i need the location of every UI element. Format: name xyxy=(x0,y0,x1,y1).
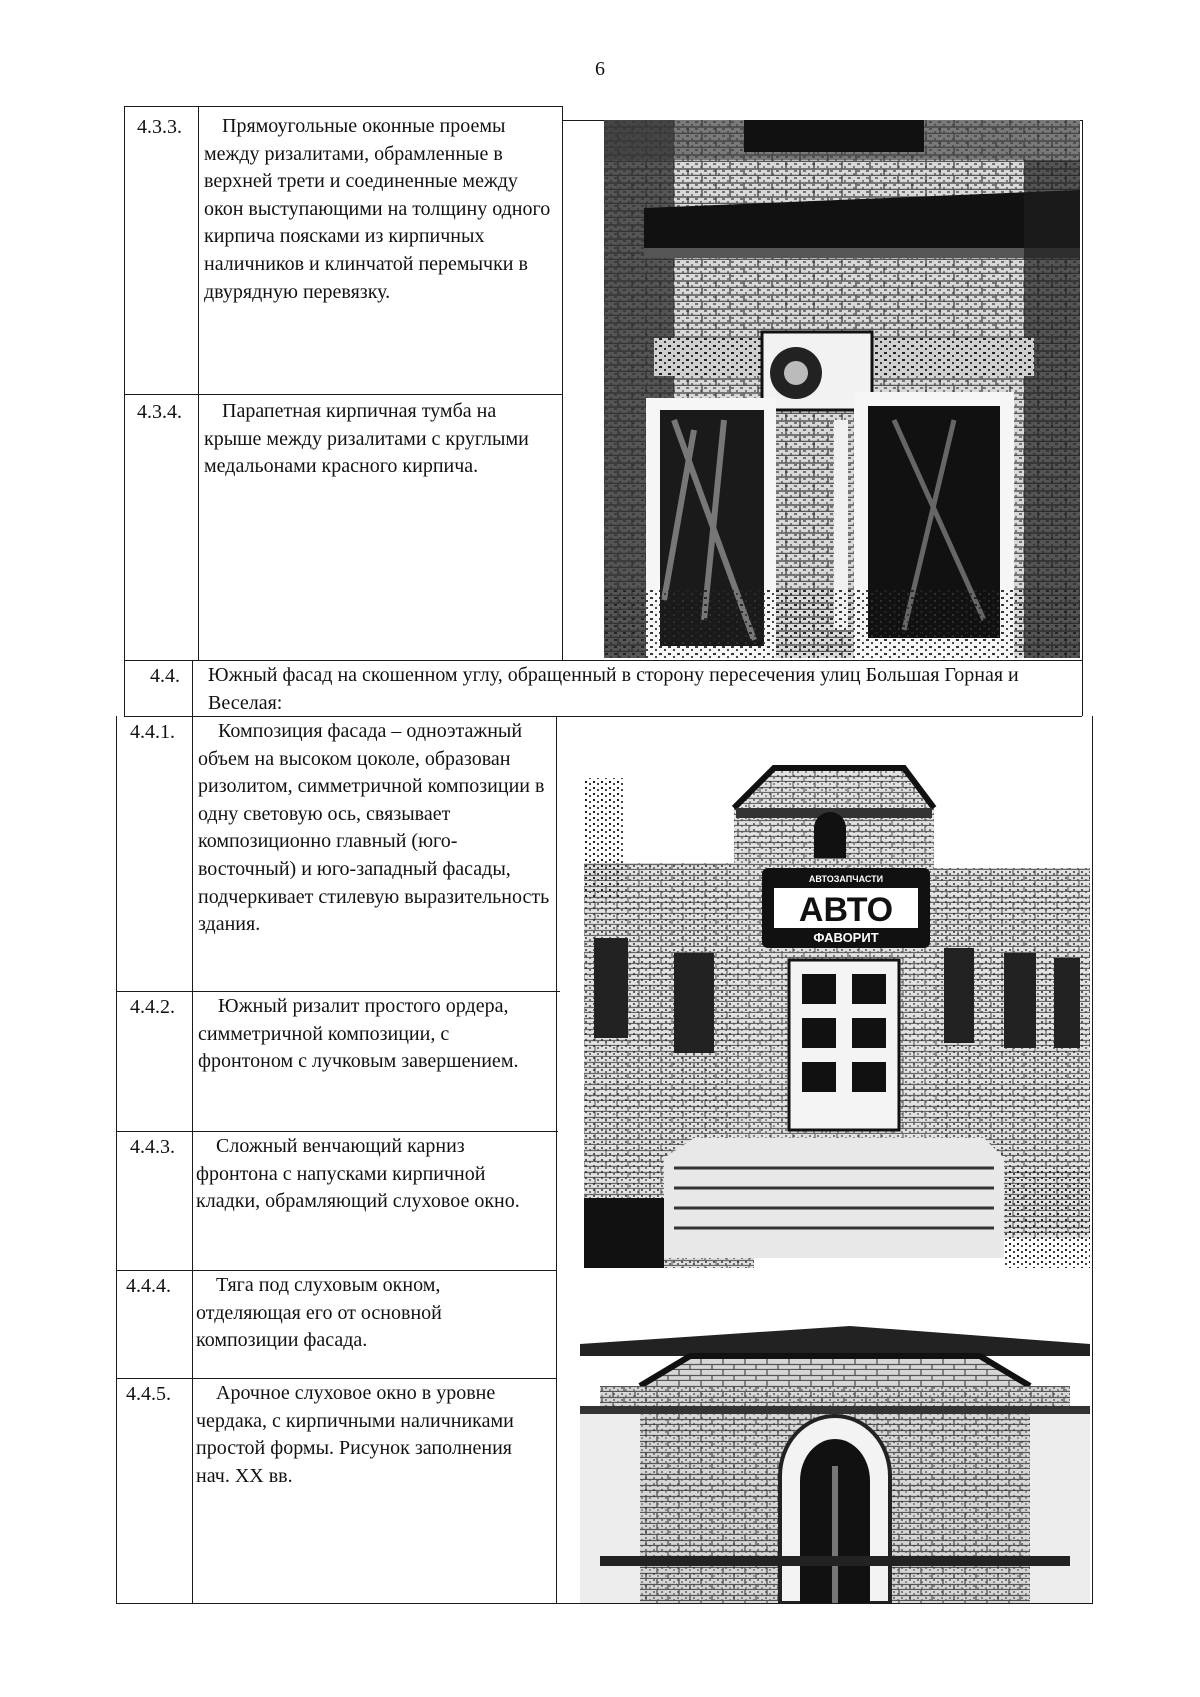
table-border xyxy=(1092,716,1093,1604)
row-number: 4.4.3. xyxy=(130,1136,175,1158)
row-number: 4.3.4. xyxy=(137,401,182,423)
table-border xyxy=(124,106,562,107)
arched-window-photo xyxy=(580,1326,1090,1603)
row-description: Арочное слуховое окно в уровне чердака, с кирпичными наличниками простой формы. Рисунок заполнения нач. XX вв. xyxy=(196,1382,514,1487)
table-border xyxy=(556,716,557,1604)
row-number: 4.4.2. xyxy=(130,996,175,1018)
table-border xyxy=(192,716,193,1604)
shop-sign-small: АВТОЗАПЧАСТИ xyxy=(808,874,884,884)
row-number: 4.4. xyxy=(150,665,180,687)
facade-windows-photo xyxy=(604,120,1080,658)
row-description: Парапетная кирпичная тумба на крыше между ризалитами с круглыми медальонами красного кирпича. xyxy=(204,400,529,478)
table-border xyxy=(198,106,199,660)
row-description: Тяга под слуховым окном, отделяющая его от основной композиции фасада. xyxy=(196,1274,442,1352)
corner-facade-photo xyxy=(584,738,1090,1268)
table-border xyxy=(192,660,193,716)
table-border xyxy=(124,394,562,395)
row-description: Южный ризалит простого ордера, симметричной композиции, с фронтоном с лучковым завершением. xyxy=(198,995,519,1073)
shop-sign-main: АВТО xyxy=(798,891,894,929)
row-number: 4.3.3. xyxy=(137,116,182,138)
row-description: Южный фасад на скошенном углу, обращенный в сторону пересечения улиц Большая Горная и Веселая: xyxy=(208,664,1019,714)
table-border xyxy=(116,716,117,1604)
table-border xyxy=(1082,120,1083,716)
row-description: Прямоугольные оконные проемы между ризалитами, обрамленные в верхней трети и соединенные между окон выступающими на толщину одного кирпича поясками из кирпичных наличников и клинчатой перемычки в двурядную перевязку. xyxy=(204,115,551,303)
page-number: 6 xyxy=(595,58,605,80)
table-border xyxy=(562,106,563,660)
row-number: 4.4.4. xyxy=(126,1275,171,1297)
shop-sign-sub: ФАВОРИТ xyxy=(813,930,879,945)
row-description: Композиция фасада – одноэтажный объем на высоком цоколе, образован ризолитом, симметричной композиции в одну световую ось, связывает композиционно главный (юго-восточный) и юго-западный фасады, подчеркивает стилевую выразительность здания. xyxy=(198,720,550,936)
table-border xyxy=(116,1603,1092,1604)
row-description: Сложный венчающий карниз фронтона с напусками кирпичной кладки, обрамляющий слуховое окно. xyxy=(196,1135,520,1213)
row-number: 4.4.1. xyxy=(130,721,175,743)
table-border xyxy=(124,106,125,716)
row-number: 4.4.5. xyxy=(126,1383,171,1405)
